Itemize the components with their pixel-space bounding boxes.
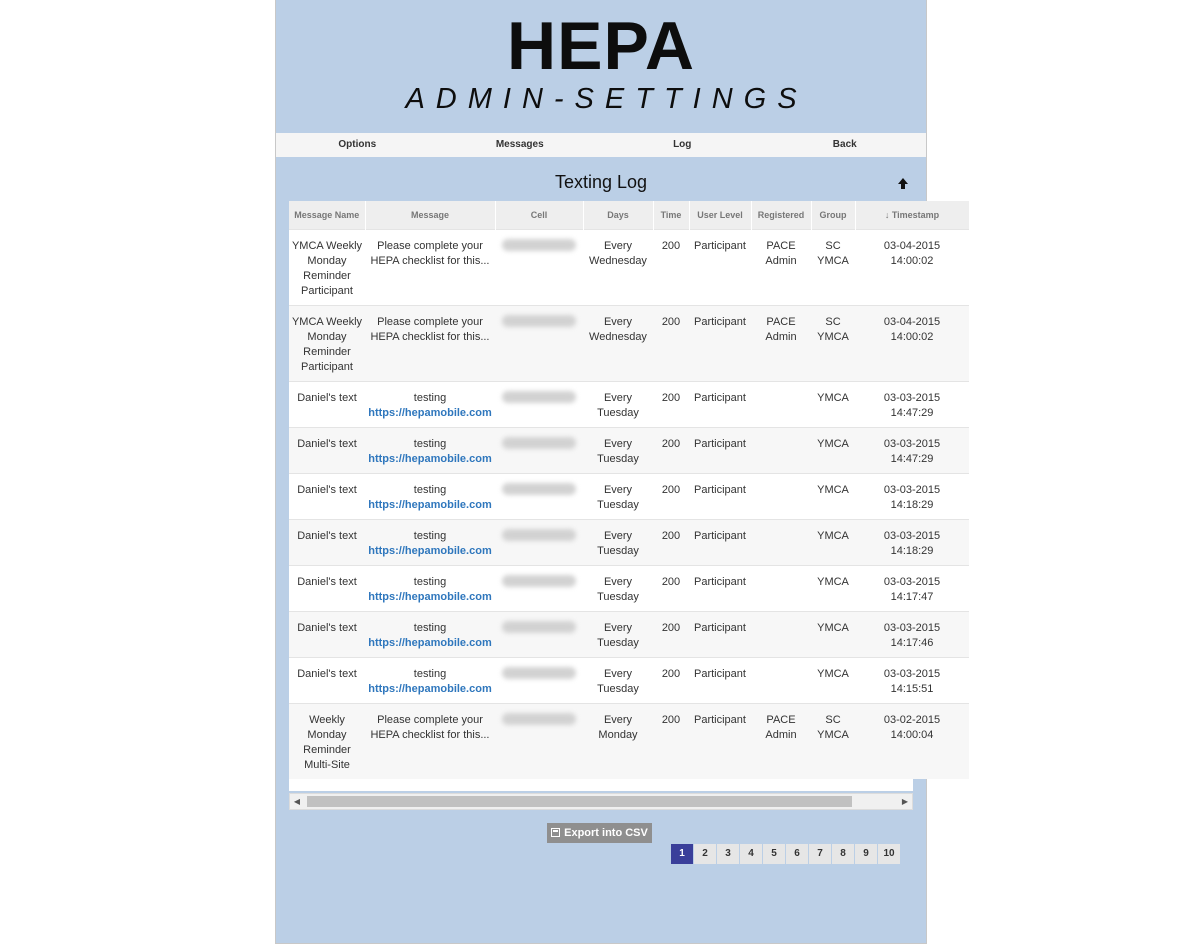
cell-user-level xyxy=(689,612,751,658)
scrollbar-thumb[interactable] xyxy=(307,796,852,807)
timestamp-date: 03-03-2015 xyxy=(883,530,941,542)
timestamp-time: 14:00:04 xyxy=(890,729,934,741)
redacted-phone xyxy=(502,529,576,541)
timestamp-date: 03-02-2015 xyxy=(883,714,941,726)
app-title: HEPA xyxy=(507,8,695,84)
cell-phone xyxy=(495,306,583,382)
cell-time: 200 xyxy=(661,438,681,450)
cell-days: Every Tuesday xyxy=(597,530,639,557)
cell-user-level xyxy=(689,474,751,520)
column-header-registered[interactable]: Registered xyxy=(751,201,811,230)
cell-days xyxy=(583,704,653,780)
cell-registered xyxy=(751,566,811,612)
cell-days xyxy=(583,520,653,566)
admin-app xyxy=(275,0,941,944)
cell-registered xyxy=(751,382,811,428)
cell-phone xyxy=(495,612,583,658)
cell-timestamp xyxy=(855,704,969,780)
message-link[interactable]: https://hepamobile.com xyxy=(368,545,492,557)
cell-message xyxy=(365,306,495,382)
cell-time xyxy=(653,520,689,566)
message-link[interactable]: https://hepamobile.com xyxy=(368,683,492,695)
table-body xyxy=(289,230,969,780)
cell-group: YMCA xyxy=(817,668,849,680)
page-1-button[interactable]: 1 xyxy=(671,844,693,864)
table-row xyxy=(289,704,969,780)
column-header-time[interactable]: Time xyxy=(653,201,689,230)
message-link[interactable]: https://hepamobile.com xyxy=(368,453,492,465)
cell-group: YMCA xyxy=(817,484,849,496)
pagination xyxy=(671,844,900,864)
cell-registered xyxy=(751,306,811,382)
cell-level: Participant xyxy=(694,240,746,252)
cell-name: Daniel's text xyxy=(297,392,357,404)
cell-time xyxy=(653,566,689,612)
cell-days xyxy=(583,658,653,704)
timestamp-time: 14:00:02 xyxy=(890,255,934,267)
redacted-phone xyxy=(502,667,576,679)
table-row xyxy=(289,658,969,704)
cell-group xyxy=(811,230,855,306)
cell-phone xyxy=(495,474,583,520)
cell-message: testing xyxy=(413,622,447,634)
cell-group xyxy=(811,658,855,704)
cell-time xyxy=(653,658,689,704)
cell-registered xyxy=(751,658,811,704)
cell-time xyxy=(653,474,689,520)
column-header-user-level[interactable]: User Level xyxy=(689,201,751,230)
cell-days xyxy=(583,612,653,658)
cell-message: testing xyxy=(413,576,447,588)
cell-timestamp xyxy=(855,306,969,382)
cell-registered: PACE Admin xyxy=(765,714,797,741)
cell-group xyxy=(811,704,855,780)
message-link[interactable]: https://hepamobile.com xyxy=(368,499,492,511)
cell-timestamp xyxy=(855,566,969,612)
cell-days xyxy=(583,230,653,306)
column-header-days[interactable]: Days xyxy=(583,201,653,230)
cell-time: 200 xyxy=(661,530,681,542)
timestamp-time: 14:00:02 xyxy=(890,331,934,343)
page-4-button[interactable]: 4 xyxy=(740,844,762,864)
cell-phone xyxy=(495,230,583,306)
cell-message: testing xyxy=(413,530,447,542)
cell-message-name xyxy=(289,658,365,704)
cell-name: Daniel's text xyxy=(297,530,357,542)
nav-bar xyxy=(276,133,926,157)
cell-timestamp xyxy=(855,428,969,474)
cell-group xyxy=(811,612,855,658)
app-subtitle: ADMIN-SETTINGS xyxy=(405,83,808,115)
cell-time: 200 xyxy=(661,484,681,496)
cell-time: 200 xyxy=(661,714,681,726)
cell-time xyxy=(653,382,689,428)
cell-user-level xyxy=(689,230,751,306)
cell-message-name xyxy=(289,566,365,612)
page-title: Texting Log xyxy=(554,172,648,192)
timestamp-date: 03-03-2015 xyxy=(883,668,941,680)
cell-group: SC YMCA xyxy=(817,240,849,267)
cell-group xyxy=(811,520,855,566)
timestamp-date: 03-04-2015 xyxy=(883,240,941,252)
redacted-phone xyxy=(502,713,576,725)
cell-group: YMCA xyxy=(817,576,849,588)
cell-timestamp xyxy=(855,230,969,306)
cell-time: 200 xyxy=(661,668,681,680)
cell-message-name xyxy=(289,230,365,306)
page-2-button[interactable]: 2 xyxy=(694,844,716,864)
redacted-phone xyxy=(502,315,576,327)
cell-group xyxy=(811,566,855,612)
cell-timestamp xyxy=(855,520,969,566)
cell-time xyxy=(653,230,689,306)
cell-message xyxy=(365,382,495,428)
cell-days: Every Tuesday xyxy=(597,622,639,649)
cell-message-name xyxy=(289,474,365,520)
column-header-cell[interactable]: Cell xyxy=(495,201,583,230)
redacted-phone xyxy=(502,239,576,251)
timestamp-time: 14:17:46 xyxy=(890,637,934,649)
timestamp-date: 03-04-2015 xyxy=(883,316,941,328)
timestamp-time: 14:18:29 xyxy=(890,545,934,557)
redacted-phone xyxy=(502,621,576,633)
cell-group xyxy=(811,306,855,382)
column-header-message[interactable]: Message xyxy=(365,201,495,230)
cell-name: Weekly Monday Reminder Multi-Site xyxy=(303,714,351,771)
cell-message: testing xyxy=(413,438,447,450)
cell-days: Every Tuesday xyxy=(597,392,639,419)
cell-phone xyxy=(495,428,583,474)
message-link[interactable]: https://hepamobile.com xyxy=(368,637,492,649)
cell-message xyxy=(365,612,495,658)
table-row xyxy=(289,474,969,520)
cell-name: YMCA Weekly Monday Reminder Participant xyxy=(291,316,363,373)
cell-time: 200 xyxy=(661,392,681,404)
arrow-up-icon[interactable] xyxy=(896,176,910,192)
cell-days xyxy=(583,382,653,428)
cell-timestamp xyxy=(855,382,969,428)
cell-phone xyxy=(495,566,583,612)
cell-days: Every Tuesday xyxy=(597,576,639,603)
cell-days xyxy=(583,428,653,474)
cell-group: YMCA xyxy=(817,622,849,634)
cell-group: SC YMCA xyxy=(817,316,849,343)
cell-registered xyxy=(751,520,811,566)
cell-message xyxy=(365,704,495,780)
cell-message xyxy=(365,474,495,520)
cell-time: 200 xyxy=(661,316,681,328)
cell-registered: PACE Admin xyxy=(765,240,797,267)
cell-user-level xyxy=(689,306,751,382)
page-5-button[interactable]: 5 xyxy=(763,844,785,864)
horizontal-scrollbar[interactable] xyxy=(289,793,913,810)
nav-back[interactable]: Back xyxy=(832,139,857,150)
cell-group: YMCA xyxy=(817,392,849,404)
message-link[interactable]: https://hepamobile.com xyxy=(368,591,492,603)
texting-log-table xyxy=(289,201,941,791)
cell-level: Participant xyxy=(694,484,746,496)
save-icon xyxy=(551,828,560,837)
cell-phone xyxy=(495,658,583,704)
cell-time xyxy=(653,704,689,780)
timestamp-date: 03-03-2015 xyxy=(883,438,941,450)
page-3-button[interactable]: 3 xyxy=(717,844,739,864)
table-row xyxy=(289,306,969,382)
table-row xyxy=(289,520,969,566)
cell-registered: PACE Admin xyxy=(765,316,797,343)
cell-name: Daniel's text xyxy=(297,576,357,588)
cell-registered xyxy=(751,474,811,520)
cell-registered xyxy=(751,704,811,780)
page-10-button[interactable]: 10 xyxy=(878,844,900,864)
cell-level: Participant xyxy=(694,714,746,726)
cell-level: Participant xyxy=(694,530,746,542)
cell-message: testing xyxy=(413,392,447,404)
cell-user-level xyxy=(689,428,751,474)
cell-message-name xyxy=(289,704,365,780)
column-header-message-name[interactable]: Message Name xyxy=(289,201,365,230)
cell-days: Every Wednesday xyxy=(589,240,647,267)
cell-level: Participant xyxy=(694,438,746,450)
cell-time: 200 xyxy=(661,240,681,252)
timestamp-date: 03-03-2015 xyxy=(883,484,941,496)
cell-days xyxy=(583,566,653,612)
cell-name: Daniel's text xyxy=(297,622,357,634)
cell-timestamp xyxy=(855,612,969,658)
nav-options[interactable]: Options xyxy=(338,139,377,150)
cell-phone xyxy=(495,382,583,428)
redacted-phone xyxy=(502,391,576,403)
cell-user-level xyxy=(689,658,751,704)
column-header-group[interactable]: Group xyxy=(811,201,855,230)
cell-user-level xyxy=(689,382,751,428)
nav-messages[interactable]: Messages xyxy=(495,139,544,150)
timestamp-date: 03-03-2015 xyxy=(883,576,941,588)
cell-registered xyxy=(751,612,811,658)
cell-group xyxy=(811,474,855,520)
cell-days xyxy=(583,474,653,520)
cell-days: Every Wednesday xyxy=(589,316,647,343)
page-7-button[interactable]: 7 xyxy=(809,844,831,864)
cell-name: Daniel's text xyxy=(297,484,357,496)
cell-time xyxy=(653,612,689,658)
scroll-right-icon[interactable]: ▶ xyxy=(901,797,909,806)
timestamp-time: 14:15:51 xyxy=(890,683,934,695)
scroll-left-icon[interactable]: ◀ xyxy=(293,797,301,806)
cell-message xyxy=(365,428,495,474)
cell-group xyxy=(811,382,855,428)
cell-phone xyxy=(495,704,583,780)
cell-phone xyxy=(495,520,583,566)
export-csv-button[interactable] xyxy=(547,823,652,843)
table-row xyxy=(289,382,969,428)
cell-user-level xyxy=(689,566,751,612)
cell-time: 200 xyxy=(661,576,681,588)
cell-level: Participant xyxy=(694,392,746,404)
table-header-row xyxy=(289,201,969,230)
cell-level: Participant xyxy=(694,316,746,328)
timestamp-time: 14:17:47 xyxy=(890,591,934,603)
timestamp-date: 03-03-2015 xyxy=(883,392,941,404)
cell-message: testing xyxy=(413,668,447,680)
redacted-phone xyxy=(502,575,576,587)
cell-timestamp xyxy=(855,474,969,520)
redacted-phone xyxy=(502,483,576,495)
timestamp-time: 14:18:29 xyxy=(890,499,934,511)
cell-time xyxy=(653,428,689,474)
cell-name: Daniel's text xyxy=(297,438,357,450)
cell-registered xyxy=(751,428,811,474)
cell-message-name xyxy=(289,520,365,566)
page-9-button[interactable]: 9 xyxy=(855,844,877,864)
page-8-button[interactable]: 8 xyxy=(832,844,854,864)
cell-timestamp xyxy=(855,658,969,704)
cell-days: Every Tuesday xyxy=(597,438,639,465)
timestamp-time: 14:47:29 xyxy=(890,407,934,419)
column-header-timestamp[interactable]: ↓ Timestamp xyxy=(855,201,969,230)
cell-message: testing xyxy=(413,484,447,496)
cell-user-level xyxy=(689,520,751,566)
table-row xyxy=(289,612,969,658)
cell-days: Every Tuesday xyxy=(597,668,639,695)
table-row xyxy=(289,428,969,474)
redacted-phone xyxy=(502,437,576,449)
message-link[interactable]: https://hepamobile.com xyxy=(368,407,492,419)
page-6-button[interactable]: 6 xyxy=(786,844,808,864)
cell-group: YMCA xyxy=(817,438,849,450)
cell-group xyxy=(811,428,855,474)
cell-level: Participant xyxy=(694,622,746,634)
nav-log[interactable]: Log xyxy=(673,139,692,150)
cell-days xyxy=(583,306,653,382)
cell-message xyxy=(365,230,495,306)
cell-registered xyxy=(751,230,811,306)
export-csv-label: Export into CSV xyxy=(564,827,648,839)
table-row xyxy=(289,566,969,612)
cell-message-name xyxy=(289,382,365,428)
timestamp-date: 03-03-2015 xyxy=(883,622,941,634)
cell-days: Every Monday xyxy=(598,714,638,741)
table-row xyxy=(289,230,969,306)
cell-message xyxy=(365,520,495,566)
cell-level: Participant xyxy=(694,576,746,588)
cell-group: YMCA xyxy=(817,530,849,542)
cell-name: Daniel's text xyxy=(297,668,357,680)
cell-name: YMCA Weekly Monday Reminder Participant xyxy=(291,240,363,297)
cell-message: Please complete your HEPA checklist for this... xyxy=(370,316,490,343)
cell-level: Participant xyxy=(694,668,746,680)
cell-time: 200 xyxy=(661,622,681,634)
cell-message-name xyxy=(289,612,365,658)
cell-message: Please complete your HEPA checklist for this... xyxy=(370,240,490,267)
cell-user-level xyxy=(689,704,751,780)
cell-group: SC YMCA xyxy=(817,714,849,741)
cell-message-name xyxy=(289,306,365,382)
timestamp-time: 14:47:29 xyxy=(890,453,934,465)
cell-message xyxy=(365,658,495,704)
cell-time xyxy=(653,306,689,382)
cell-message xyxy=(365,566,495,612)
cell-message-name xyxy=(289,428,365,474)
cell-days: Every Tuesday xyxy=(597,484,639,511)
cell-message: Please complete your HEPA checklist for this... xyxy=(370,714,490,741)
